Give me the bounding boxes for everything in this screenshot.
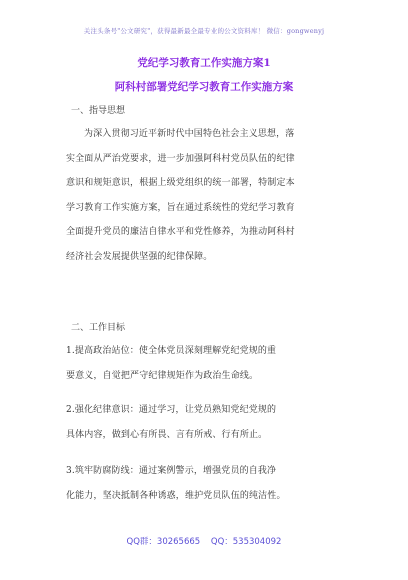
goal-item-2 xyxy=(66,398,342,447)
header-note: 关注头条号"公文研究"，获得最新最全最专业的公文资料库！ 微信：gongwenyj xyxy=(83,27,325,35)
paragraph-line: 全面提升党员的廉洁自律水平和党性修养，为推动阿科村 xyxy=(66,227,295,237)
goal-item-1 xyxy=(66,339,342,388)
footer-contact xyxy=(0,535,408,547)
goal-line: 3.筑牢防腐防线：通过案例警示，增强党员的自我净 xyxy=(66,466,277,476)
section-heading-work-goals: 二、工作目标 xyxy=(71,323,126,333)
goal-line: 具体内容，做到心有所畏、言有所戒、行有所止。 xyxy=(66,429,268,440)
goal-item-3 xyxy=(66,459,342,508)
paragraph-line: 实全面从严治党要求，进一步加强阿科村党员队伍的纪律 xyxy=(66,153,295,164)
goal-line: 1.提高政治站位：使全体党员深刻理解党纪党规的重 xyxy=(66,346,277,356)
document-title: 党纪学习教育工作实施方案1 xyxy=(137,57,271,69)
paragraph-line: 经济社会发展提供坚强的纪律保障。 xyxy=(66,251,213,262)
document-subtitle: 阿科村部署党纪学习教育工作实施方案 xyxy=(114,81,294,93)
paragraph-line: 意识和规矩意识，根据上级党组织的统一部署，特制定本 xyxy=(66,178,295,188)
goal-line: 2.强化纪律意识：通过学习，让党员熟知党纪党规的 xyxy=(66,405,277,415)
goal-line: 要意义，自觉把严守纪律规矩作为政治生命线。 xyxy=(66,370,259,381)
section-heading-guiding-ideology: 一、指导思想 xyxy=(71,106,126,116)
qq-text: QQ：535304092 xyxy=(210,537,282,547)
paragraph-line: 学习教育工作实施方案，旨在通过系统性的党纪学习教育 xyxy=(66,202,295,213)
paragraph-line: 为深入贯彻习近平新时代中国特色社会主义思想，落 xyxy=(84,129,295,139)
goal-line: 化能力，坚决抵制各种诱惑，维护党员队伍的纯洁性。 xyxy=(66,490,286,501)
qq-group-text: QQ群：30265665 xyxy=(126,537,201,547)
paragraph-guiding-ideology xyxy=(66,122,342,269)
